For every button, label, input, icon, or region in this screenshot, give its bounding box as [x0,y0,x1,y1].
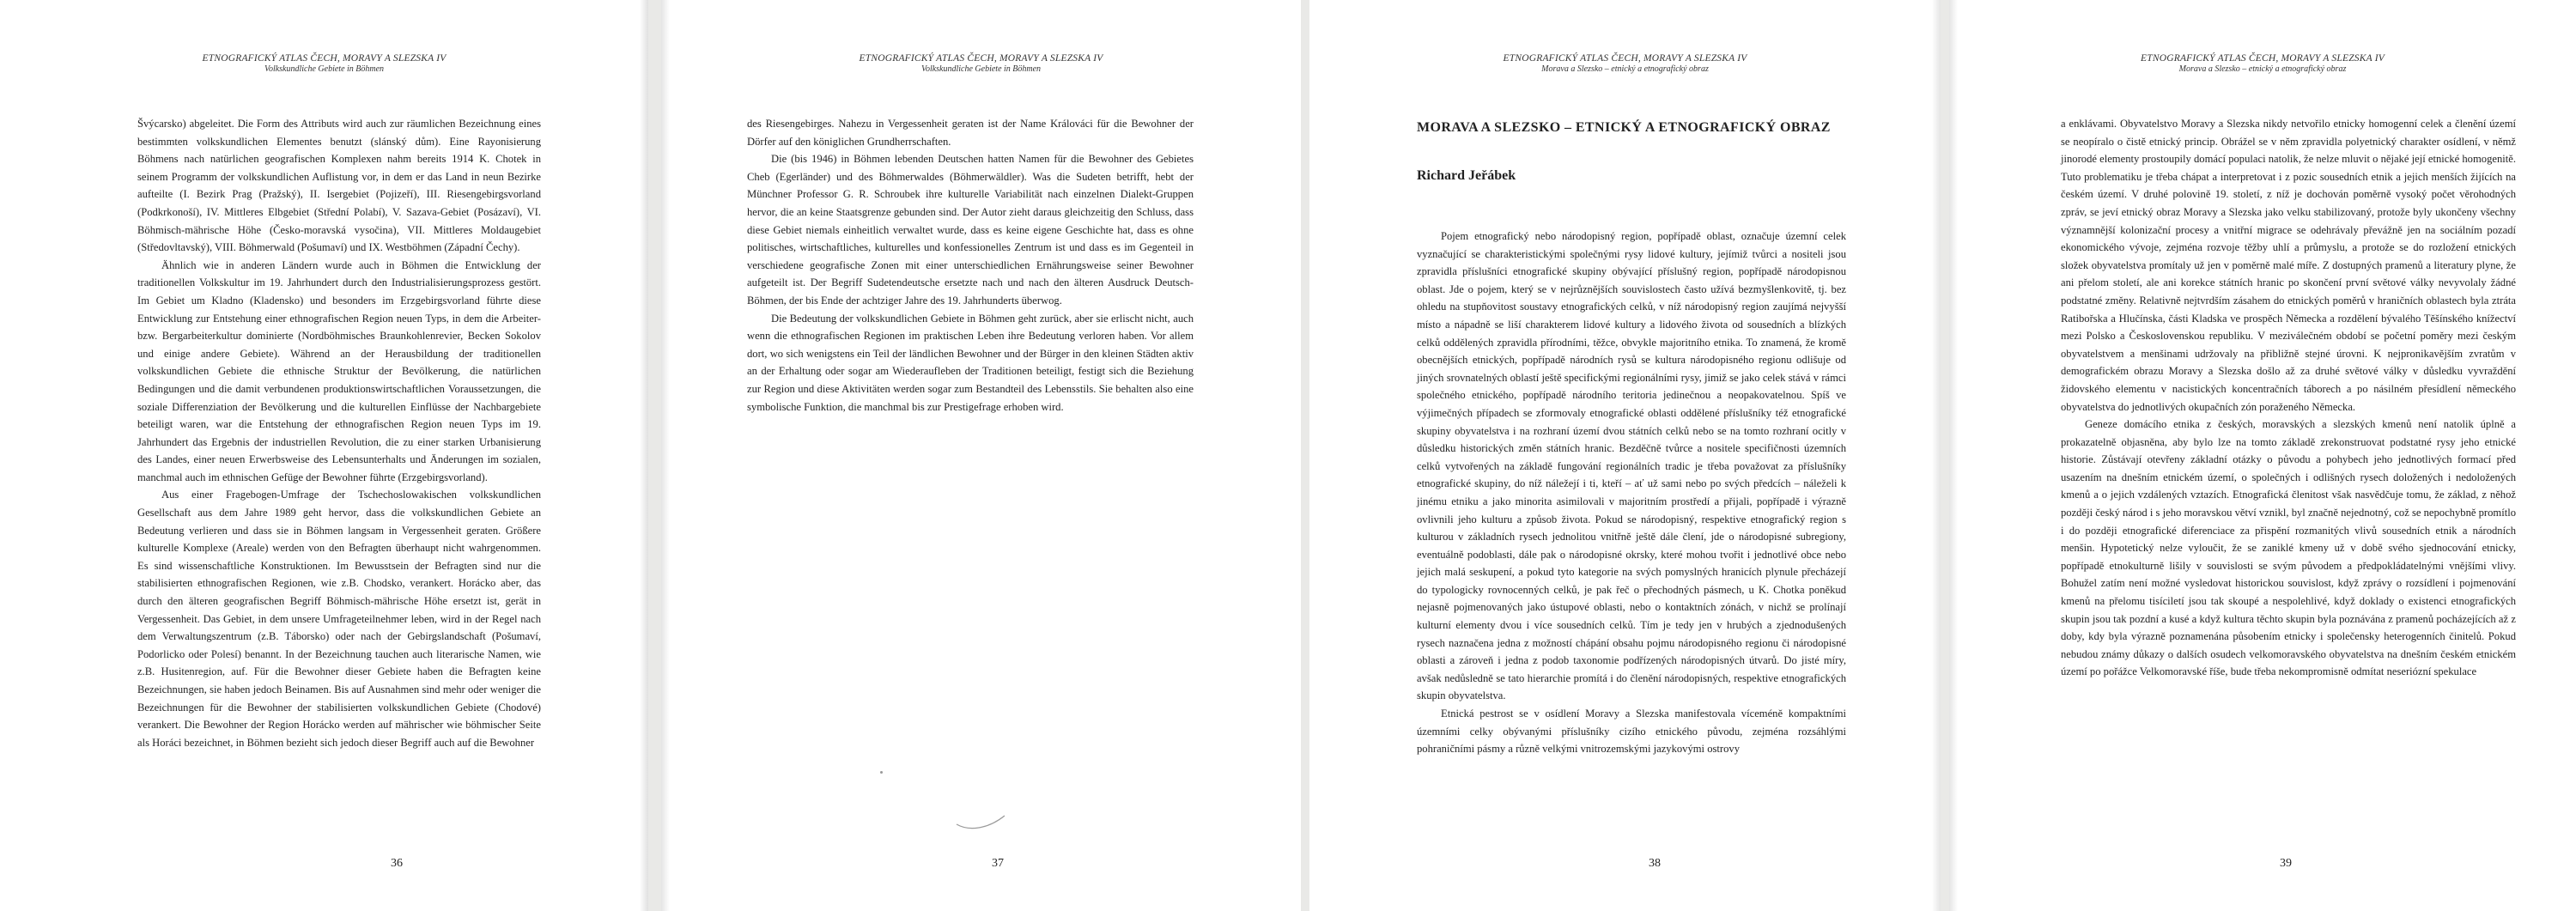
paragraph: des Riesengebirges. Nahezu in Vergessenheit geraten ist der Name Králováci für die Bewohner der Dörfer auf den königlichen Grundherrschaften. [747,118,1194,148]
paragraph: Etnická pestrost se v osídlení Moravy a Slezska manifestovala víceméně kompaktními územními celky obývanými příslušníky cizího etnického původu, zejména rozsáhlými pohraničními pásmy a různě velkými vnitrozemskými jazykovými ostrovy [1417,708,1846,756]
page-38 [1309,0,1941,911]
paragraph: a enklávami. Obyvatelstvo Moravy a Slezska nikdy netvořilo etnicky homogenní celek a členění území se neopíralo o čistě etnický princip. Obrážel se v něm zpravidla polyetnický charakter osídlení, v němž jinorodé elementy prostoupily domácí populaci natolik, že nelze mluvit o nějaké její etnické homogenitě. Tuto problematiku je třeba chápat a interpretovat i z pozic sousedních etnik a jejich menších žijících na českém území. V druhé polovině 19. století, z níž je dochován poměrně vysoký počet věrohodných zpráv, se jeví etnický obraz Moravy a Slezska jako velku stabilizovaný, protože byly ukončeny všechny významnější kolonizační procesy a vnitřní migrace se odehrávaly převážně jen na sociálním pozadí ekonomického vývoje, zejména rozvoje těžby uhlí a průmyslu, a protože se do rozložení etnických složek obyvatelstva promítaly už jen v poměrně malé míře. Z dostupných pramenů a literatury plyne, že ani přelom století, ale ani korekce státních hranic po skončení první světové války nevyvolaly žádné podstatné změny. Relativně nejtvrdším zásahem do etnických poměrů v hraničních oblastech byla ztráta Ratibořska a Hlučínska, části Kladska ve prospěch Německa a rozdělení bývalého Těšínského knížectví mezi Polsko a Československou republiku. V meziválečném období se početní poměry mezi českým obyvatelstvem a menšinami udržovaly na přibližně stejné úrovni. K nejpronikavějším zvratům v demografickém obrazu Moravy a Slezska došlo až za druhé světové války v důsledku vyvraždění židovského elementu v nacistických koncentračních táborech a po násilném přesídlení německého obyvatelstva do jednotlivých okupačních zón poraženého Německa. [2061,118,2516,413]
page-number: 36 [391,857,403,870]
page-number: 39 [2280,857,2292,870]
running-header [1949,53,2576,74]
pencil-mark [953,799,1022,833]
header-title: ETNOGRAFICKÝ ATLAS ČECH, MORAVY A SLEZSKA IV [2141,53,2385,64]
header-subtitle: Volkskundliche Gebiete in Böhmen [264,64,385,74]
header-title: ETNOGRAFICKÝ ATLAS ČECH, MORAVY A SLEZSKA IV [202,53,447,64]
paragraph: Geneze domácího etnika z českých, moravských a slezských kmenů není natolik úplně a prokazatelně objasněna, aby bylo lze na tomto základě zrekonstruovat podstatné rysy jeho etnické historie. Zůstávají otevřeny základní otázky o původu a pohybech jeho jednotlivých formací před usazením na dnešním etnickém území, o společných i odlišných rysech doložených i nedoložených kmenů a o jejich vzdálených vztazích. Etnografická členitost však nasvědčuje tomu, že základ, z něhož později český národ i s jeho moravskou větví vznikl, byl značně nejednotný, což se nepochybně promítlo i do později etnografické diferenciace za přispění rozmanitých vlivů sousedních etnik a národních menšin. Hypotetický nelze vyloučit, že se zaniklé kmeny už v době svého sjednocování etnicky, popřípadě etnokulturně lišily v souvislosti se svým původem a předpokládatelnými vnějšími vlivy. Bohužel zatím není možné vysledovat historickou souvislost, když zprávy o rozsídlení i pojmenování kmenů na přelomu tisíciletí jsou tak skoupé a nespolehlivé, když doklady o existenci etnografických skupin jsou tak pozdní a kusé a když kultura těchto skupin byla poznávána z pramenů pocházejících až z doby, kdy byla výrazně poznamenána působením etnicky i společensky heterogenních činitelů. Pokud nebudou známy důkazy o dalších osudech velkomoravského obyvatelstva na dnešním českém etnickém území po pořážce Velkomoravské říše, bude třeba nekompromisně odmítat neseriózní spekulace [2061,418,2516,678]
body-text [747,115,1194,416]
paragraph: Pojem etnografický nebo národopisný region, popřípadě oblast, označuje územní celek vyznačující se charakteristickými společnými rysy lidové kultury, jejímiž tvůrci a nositeli jsou zpravidla příslušníci etnografické skupiny obývající příslušný region, popřípadě národopisnou oblast. Jde o pojem, který se v nejrůznějších souvislostech často užívá bezmyšlenkovitě, tj. bez ohledu na stupňovitost soustavy etnografických celků, v níž národopisný region zaujímá nejvyšší místo a nápadně se liší charakterem lidové kultury a lidového života od sousedních a blízkých celků oddělených zpravidla přírodními, těžce, obvykle majoritního etnika. To znamená, že kromě obecnějších etnických, popřípadě národních rysů se kultura národopisného regionu odlišuje od jiných srovnatelných oblastí ještě specifickými regionálními rysy, jimiž se jako celek stává v rámci společného etnického, popřípadě národního teritoria jedinečnou a neopakovatelnou. Spíš ve výjimečných případech se zformovaly etnografické oblasti oddělené příslušníky též etnografické skupiny obyvatelstva i na rozhraní území dvou státních celků nebo se na tomto rozhraní ocitly v důsledku historických změn státních hranic. Bezděčně tvůrce a nositele specifičnosti územních celků vytvořených na základě fungování regionálních tradic je třeba považovat za příslušníky etnografické skupiny, do níž náležejí i ti, kteří – ať už sami nebo po svých předcích – náleželi k jinému etniku a jako minorita asimilovali v majoritním prostředí a přijali, popřípadě i výrazně ovlivnili jeho kulturu a způsob života. Pokud se národopisný, respektive etnografický region s kulturou v základních rysech jednolitou vnitřně ještě dále člení, jde o národopisné subregiony, eventuálně podoblasti, dále pak o národopisné okrsky, které mohou tvořit i jednotlivé obce nebo jejich malá seskupení, a pokud tyto kategorie na svých pomyslných hranicích plynule přecházejí do typologicky rovnocenných celků, je pak řeč o přechodných pásmech, u K. Chotka poněkud nejasně pojmenovaných jako ústupové oblasti, nebo o kontaktních zónách, v nichž se prolínají kulturní elementy dvou i více sousedních celků. Tím je tedy jen v hrubých a zjednodušených rysech naznačena jedna z možností chápání obsahu pojmu národopisného regionu či národopisné oblasti a zároveň i jedna z podob taxonomie podřízených národopisných útvarů. Do jisté míry, avšak nedůsledně se tato hierarchie promítá i do členění národopisných, respektive etnografických skupin obyvatelstva. [1417,230,1846,702]
header-title: ETNOGRAFICKÝ ATLAS ČECH, MORAVY A SLEZSKA IV [1503,53,1747,64]
page-39 [1949,0,2576,911]
header-title: ETNOGRAFICKÝ ATLAS ČECH, MORAVY A SLEZSKA IV [859,53,1103,64]
body-text [2061,115,2516,681]
body-text [137,115,541,751]
paragraph: Ähnlich wie in anderen Ländern wurde auch in Böhmen die Entwicklung der traditionellen Volkskultur im 19. Jahrhundert durch den Industrialisierungsprozess gestört. Im Gebiet um Kladno (Kladensko) und besonders im Erzgebirgsvorland führte diese Entwicklung zur Entstehung einer ethnografischen Region neuen Typs, in dem die Arbeiter- bzw. Bergarbeiterkultur dominierte (Nordböhmisches Braunkohlenrevier, Becken Sokolov und einige andere Gebiete). Während an der Herausbildung der traditionellen volkskundlichen Gebiete die ethnische Struktur der Bevölkerung, die natürlichen Bedingungen und die damit verbundenen produktionswirtschaftlichen Voraussetzungen, die soziale Differenziation der Bevölkerung und die kulturellen Einflüsse der Nachbargebiete beteiligt waren, war die Entstehung der ethnografischen Region neuen Typs im 19. Jahrhundert das Ergebnis der industriellen Revolution, die zu einer starken Urbanisierung des Landes, einer neuen Erwerbsweise des Lebensunterhalts und Änderungen im sozialen, manchmal auch im ethnischen Gefüge der Bewohner führte (Erzgebirgsvorland). [137,258,541,483]
page-36 [0,0,648,911]
ink-speck [880,771,883,774]
paragraph: Aus einer Fragebogen-Umfrage der Tschechoslowakischen volkskundlichen Gesellschaft aus dem Jahre 1989 geht hervor, dass die volkskundlichen Gebiete an Bedeutung verlieren und dass sie in Böhmen langsam in Vergessenheit geraten. Größere kulturelle Komplexe (Areale) werden von den Befragten überhaupt nicht wahrgenommen. Es sind wissenschaftliche Konstruktionen. Im Bewusstsein der Befragten sind nur die stabilisierten ethnografischen Regionen, wie z.B. Chodsko, verankert. Horácko aber, das durch den älteren geografischen Begriff Böhmisch-mährische Höhe ersetzt ist, gerät in Vergessenheit. Das Gebiet, in dem unsere Umfrageteilnehmer leben, wird in der Regel nach dem Verwaltungszentrum (z.B. Táborsko) oder nach der Gebirgslandschaft (Pošumaví, Podorlicko oder Polesí) benannt. In der Bezeichnung tauchen auch literarische Namen, wie z.B. Husitenregion, auf. Für die Bewohner dieser Gebiete haben die Befragten keine Bezeichnungen, sie haben jedoch Beinamen. Bis auf Ausnahmen sind mehr oder weniger die Bezeichnungen für die Bewohner der stabilisierten volkskundlichen Gebiete (Chodové) verankert. Die Bewohner der Region Horácko werden auf mährischer wie böhmischer Seite als Horáci bezeichnet, in Böhmen bezieht sich jedoch dieser Begriff auch auf die Bewohner [137,489,541,749]
page-37 [661,0,1301,911]
running-header [661,53,1301,74]
chapter-title: MORAVA A SLEZSKO – ETNICKÝ A ETNOGRAFICKÝ OBRAZ [1417,120,1831,135]
header-subtitle: Morava a Slezsko – etnický a etnografický obraz [1541,64,1709,74]
header-subtitle: Morava a Slezsko – etnický a etnografický obraz [2178,64,2347,74]
running-header [0,53,648,74]
chapter-author: Richard Jeřábek [1417,168,1516,183]
paragraph: Švýcarsko) abgeleitet. Die Form des Attributs wird auch zur räumlichen Bezeichnung eines bestimmten volkskundlichen Elementes benutzt (slánský dům). Eine Rayonisierung Böhmens nach natürlichen geografischen Komplexen nahm bereits 1914 K. Chotek in seinem Programm der volkskundlichen Auflistung vor, in dem er das Land in neun Bezirke aufteilte (I. Bezirk Prag (Pražský), II. Isergebiet (Pojizeří), III. Riesengebirgsvorland (Podkrkonoší), IV. Mittleres Elbgebiet (Střední Polabí), V. Sazava-Gebiet (Posázaví), VI. Böhmisch-mährische Höhe (Česko-moravská vysočina), VII. Mittleres Moldaugebiet (Středovltavský), VIII. Böhmerwald (Pošumaví) und IX. Westböhmen (Západní Čechy). [137,118,541,254]
running-header [1309,53,1941,74]
page-number: 37 [992,857,1004,870]
page-number: 38 [1649,857,1661,870]
header-subtitle: Volkskundliche Gebiete in Böhmen [920,64,1042,74]
body-text [1417,228,1846,758]
paragraph: Die Bedeutung der volkskundlichen Gebiete in Böhmen geht zurück, aber sie erlischt nicht, auch wenn die ethnografischen Regionen im praktischen Leben ihre Bedeutung verloren haben. Vor allem dort, wo sich wenigstens ein Teil der ländlichen Bewohner und der Bürger in den kleinen Städten aktiv an der Erhaltung oder sogar am Wiederaufleben der Traditionen beteiligt, festigt sich die Beziehung zur Region und diese Aktivitäten werden sogar zum Bestandteil des Lebensstils. Sie behalten also eine symbolische Funktion, die manchmal bis zur Prestigefrage erhoben wird. [747,312,1194,413]
paragraph: Die (bis 1946) in Böhmen lebenden Deutschen hatten Namen für die Bewohner des Gebietes Cheb (Egerländer) und des Böhmerwaldes (Böhmerwäldler). Was die Sudeten betrifft, hebt der Münchner Professor G. R. Schroubek ihre kulturelle Variabilität nach einzelnen Dialekt-Gruppen hervor, die an keine Staatsgrenze gebunden sind. Der Autor zieht daraus gleichzeitig den Schluss, dass diese Gebiet niemals einheitlich verwaltet wurde, dass es keine eigene Geschichte hat, dass es ohne politisches, wirtschaftliches, kulturelles und konfessionelles Zentrum ist und dass es im Gegenteil in verschiedene geografische Zonen mit einer unterschiedlichen Ernährungsweise seiner Bewohner aufgeteilt ist. Der Begriff Sudetendeutsche ersetzte nach und nach den älteren Ausdruck Deutsch-Böhmen, der bis Ende der achtziger Jahre des 19. Jahrhunderts überwog. [747,153,1194,307]
